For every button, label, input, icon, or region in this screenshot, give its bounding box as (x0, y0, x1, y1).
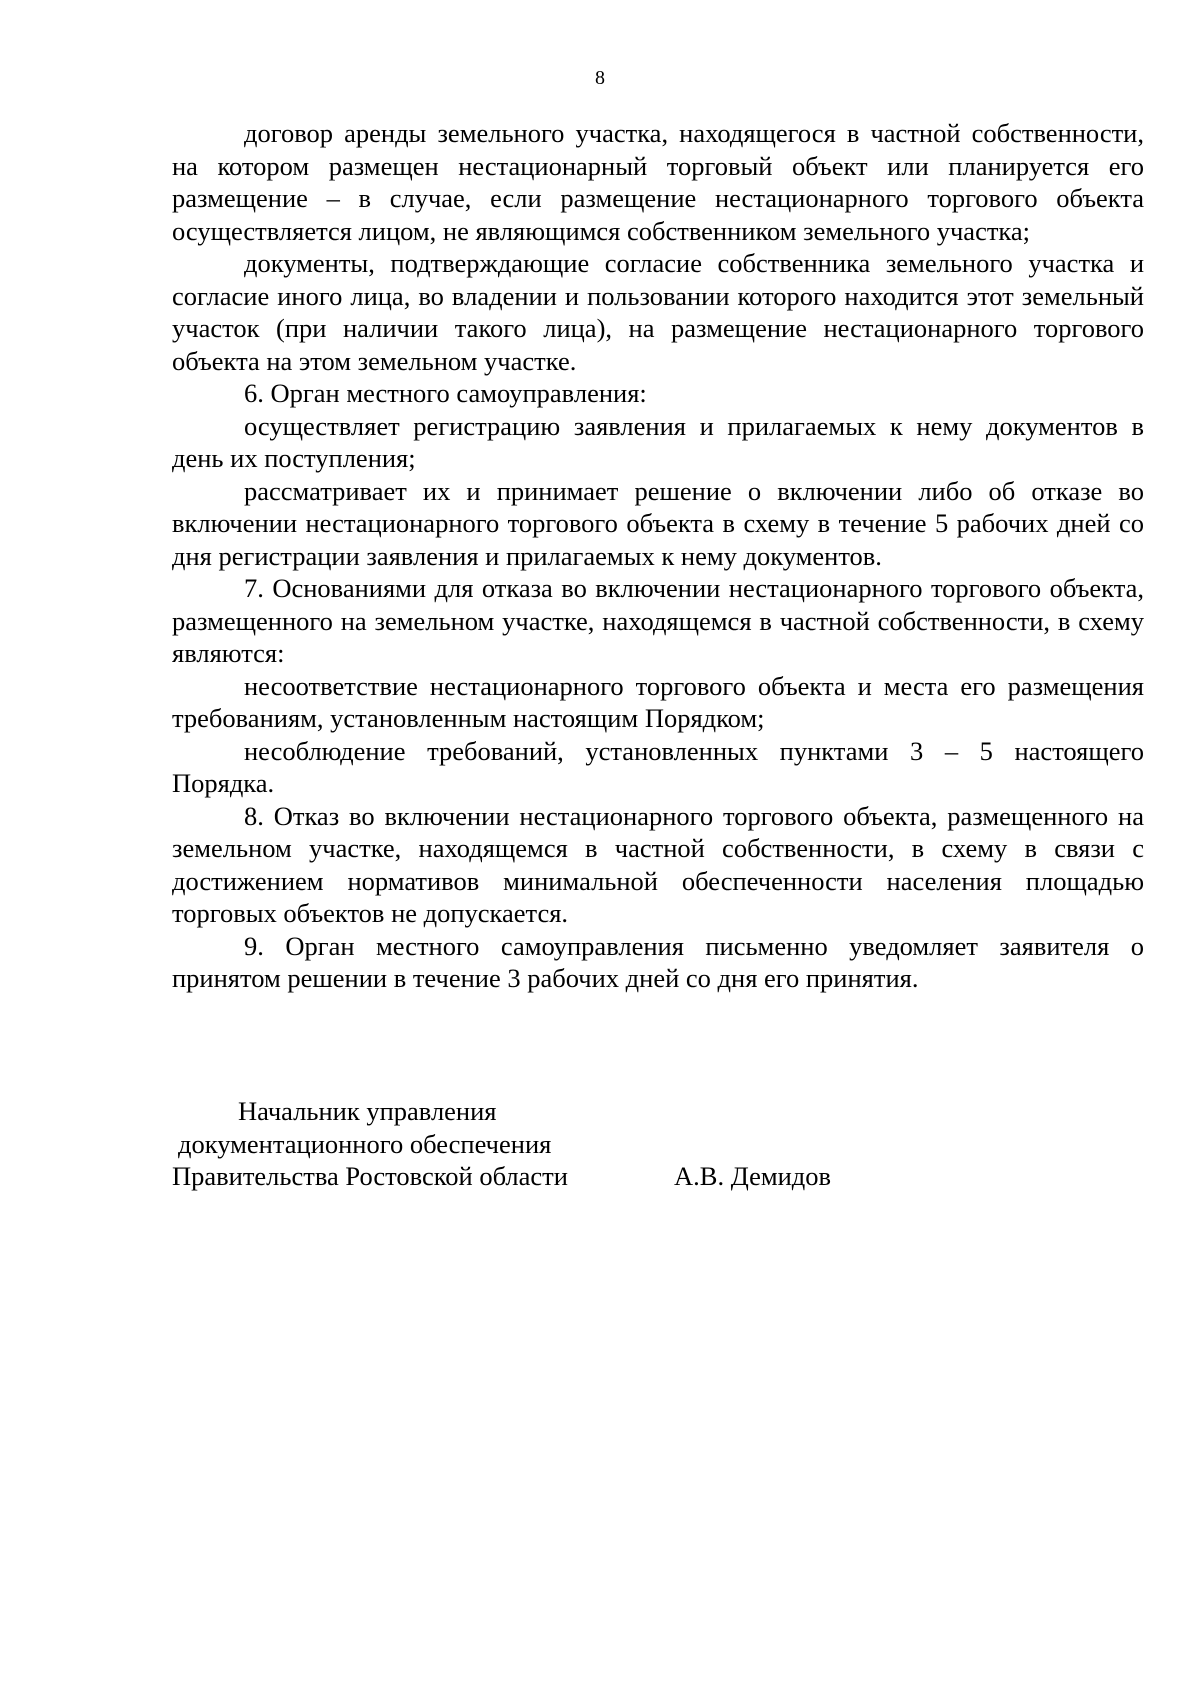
paragraph-item-9: 9. Орган местного самоуправления письменно уведомляет заявителя о принятом решении в течение 3 рабочих дней со дня его принятия. (172, 930, 1144, 993)
paragraph-registration: осуществляет регистрацию заявления и прилагаемых к нему документов в день их поступления; (172, 410, 1144, 473)
document-body (172, 117, 1144, 995)
signatory-title-line-1: Начальник управления (238, 1096, 497, 1126)
paragraph-item-8: 8. Отказ во включении нестационарного торгового объекта, размещенного на земельном участке, находящемся в частной собственности, в схему в связи с достижением нормативов минимальной обеспеченности населения площадью торговых объектов не допускается. (172, 800, 1144, 928)
paragraph-nonconformity: несоответствие нестационарного торгового объекта и места его размещения требованиям, установленным настоящим Порядком; (172, 670, 1144, 733)
paragraph-item-7: 7. Основаниями для отказа во включении нестационарного торгового объекта, размещенного на земельном участке, находящемся в частной собственности, в схему являются: (172, 573, 1144, 668)
paragraph-item-6: 6. Орган местного самоуправления: (244, 378, 647, 408)
signatory-organization: Правительства Ростовской области (172, 1161, 568, 1191)
signatory-name: А.В. Демидов (674, 1161, 832, 1191)
signatory-title-line-3 (172, 1160, 972, 1193)
signatory-title-line-2: документационного обеспечения (178, 1128, 552, 1159)
paragraph-lease-agreement: договор аренды земельного участка, находящегося в частной собственности, на котором размещен нестационарный торговый объект или планируется его размещение – в случае, если размещение нестационарного торгового объекта осуществляется лицом, не являющимся собственником земельного участка; (172, 118, 1144, 246)
paragraph-decision: рассматривает их и принимает решение о включении либо об отказе во включении нестационарного торгового объекта в схему в течение 5 рабочих дней со дня регистрации заявления и прилагаемых к нему документов. (172, 475, 1144, 571)
paragraph-consent-documents: документы, подтверждающие согласие собственника земельного участка и согласие иного лица, во владении и пользовании которого находится этот земельный участок (при наличии такого лица), на размещение нестационарного торгового объекта на этом земельном участке. (172, 248, 1144, 376)
page-number: 8 (595, 67, 605, 89)
signature-block (172, 1095, 972, 1193)
paragraph-noncompliance: несоблюдение требований, установленных пунктами 3 – 5 настоящего Порядка. (172, 735, 1144, 798)
